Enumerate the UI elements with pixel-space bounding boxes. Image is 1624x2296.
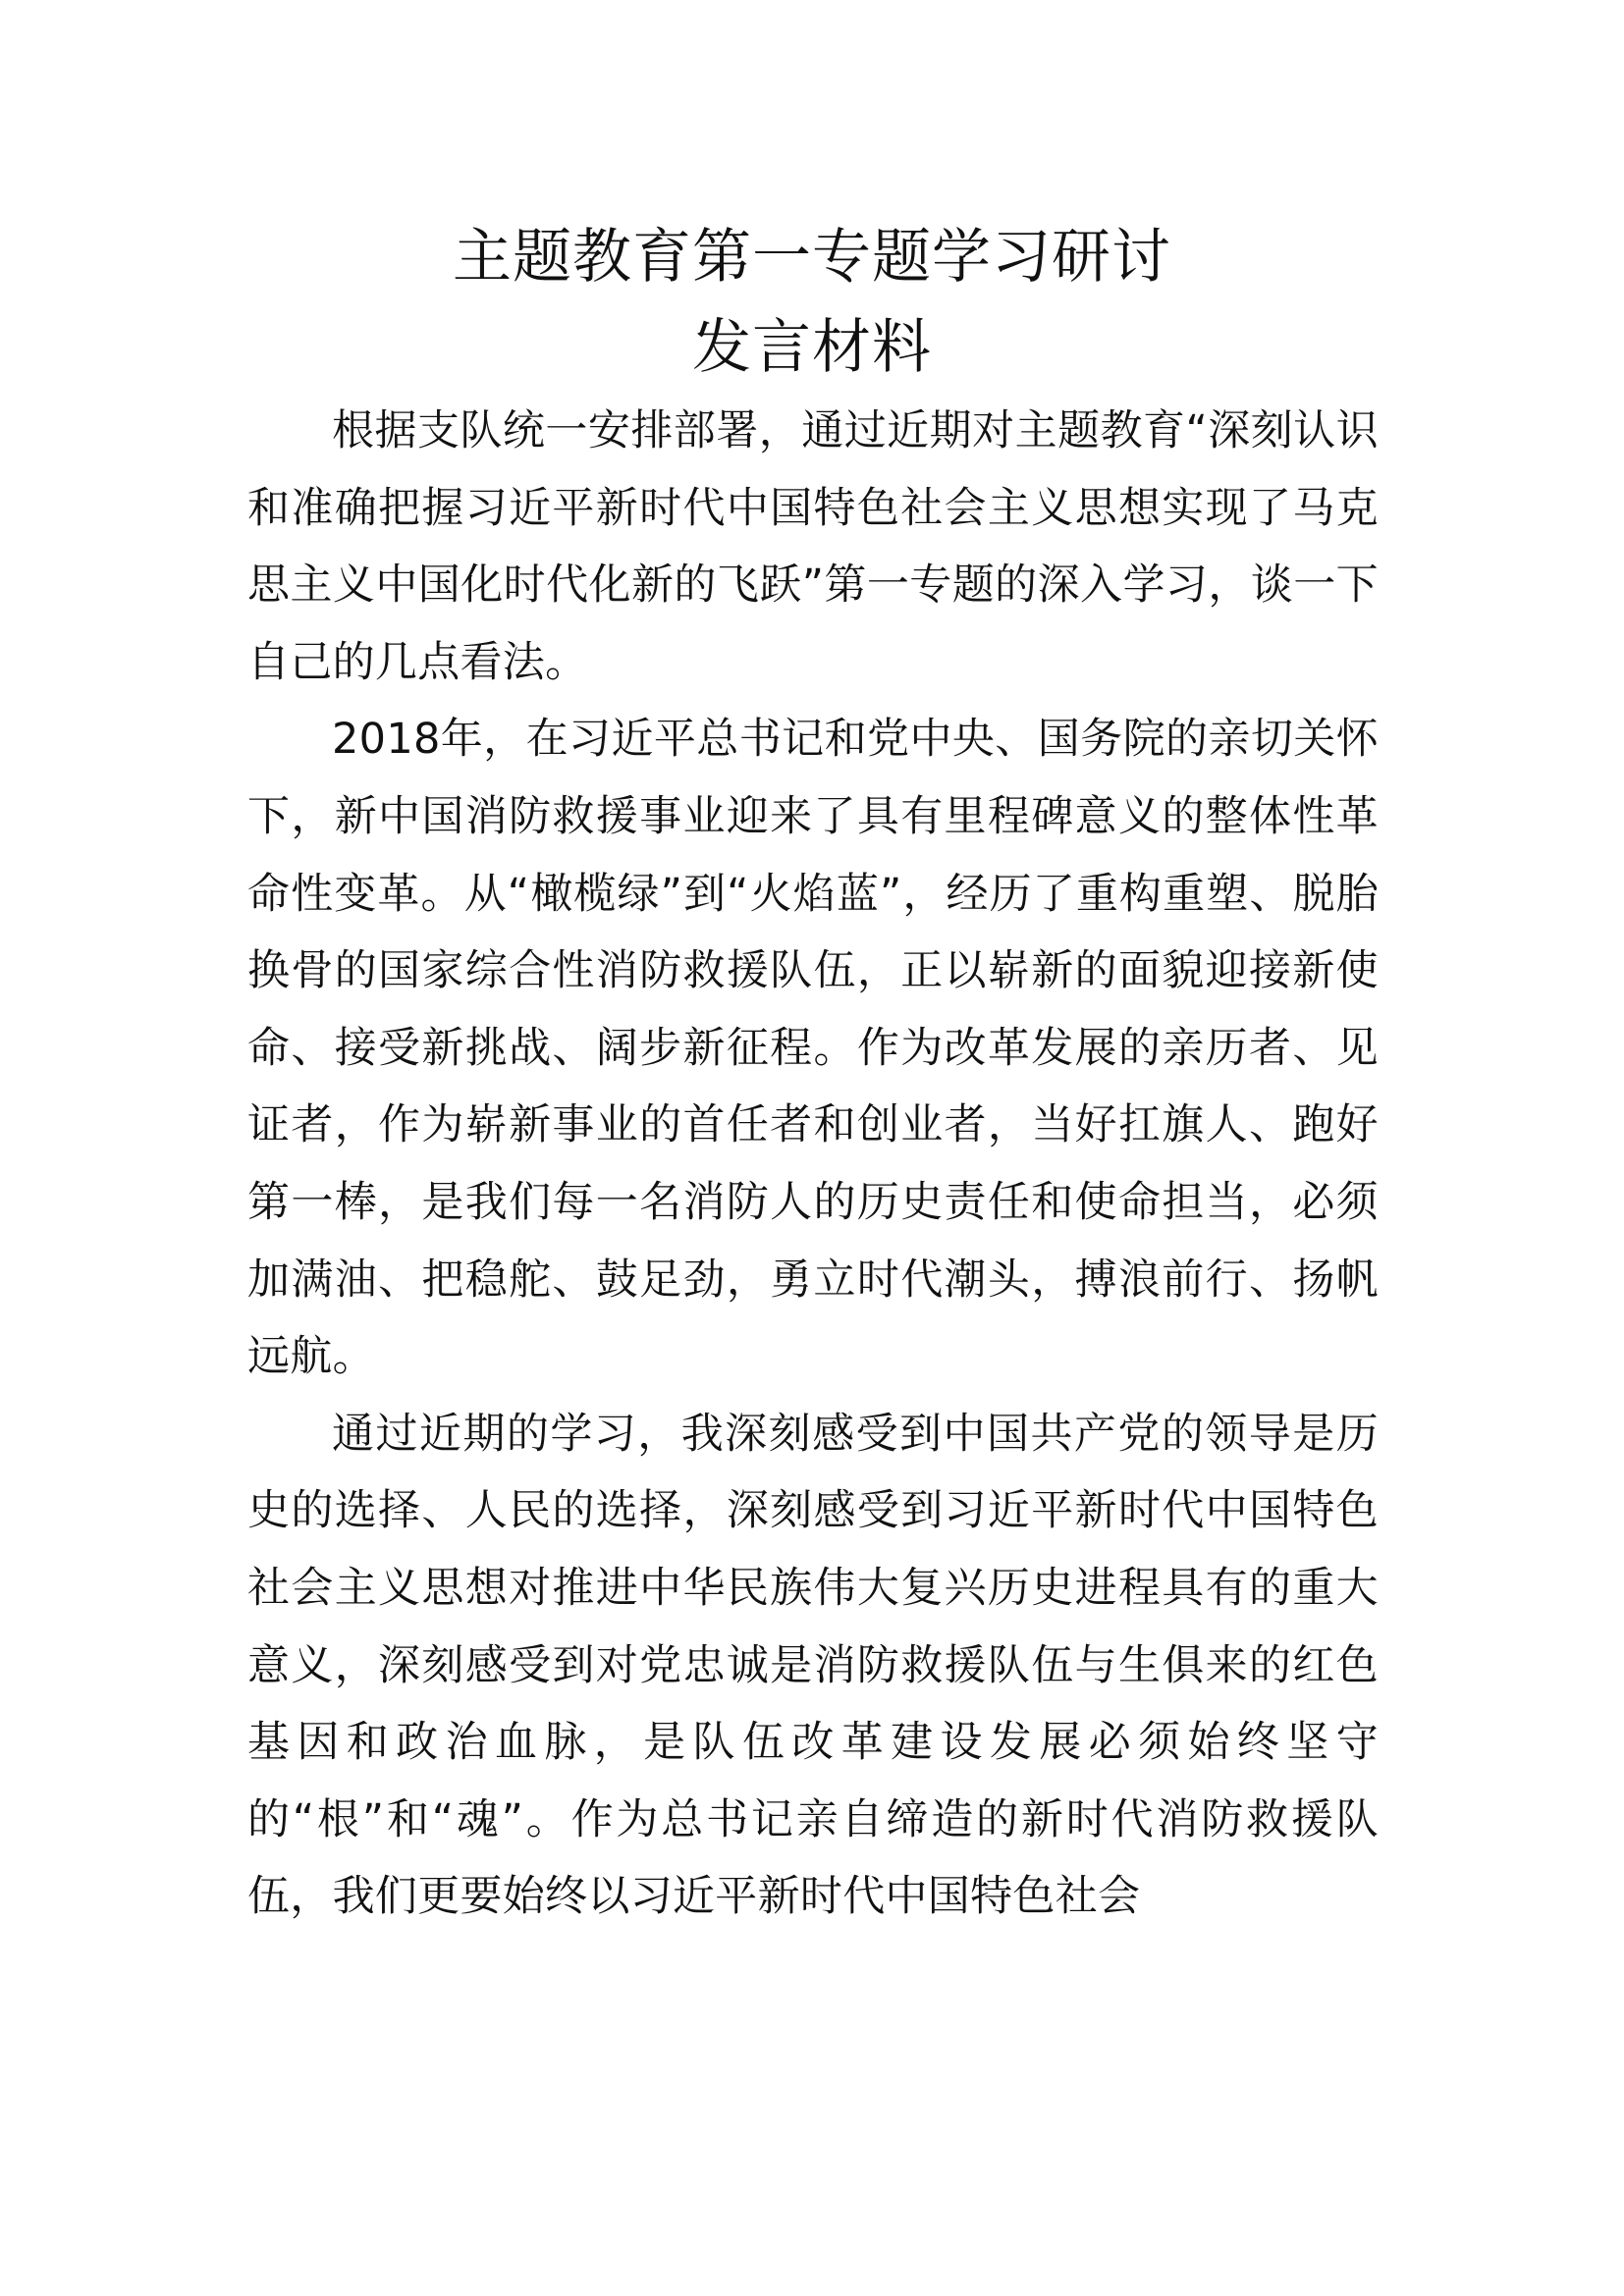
paragraph-2: 2018年，在习近平总书记和党中央、国务院的亲切关怀下，新中国消防救援事业迎来了具有里程碑意义的整体性革命性变革。从“橄榄绿”到“火焰蓝”，经历了重构重塑、脱胎换骨的国家综合性消防救援队伍，正以崭新的面貌迎接新使命、接受新挑战、阔步新征程。作为改革发展的亲历者、见证者，作为崭新事业的首任者和创业者，当好扛旗人、跑好第一棒，是我们每一名消防人的历史责任和使命担当，必须加满油、把稳舵、鼓足劲，勇立时代潮头，搏浪前行、扬帆远航。 (247, 715, 1379, 1382)
document-title-line-1: 主题教育第一专题学习研讨 (453, 223, 1171, 292)
paragraph-1: 根据支队统一安排部署，通过近期对主题教育“深刻认识和准确把握习近平新时代中国特色社会主义思想实现了马克思主义中国化时代化新的飞跃”第一专题的深入学习，谈一下自己的几点看法。 (247, 406, 1379, 687)
document-body (247, 393, 1379, 1936)
paragraph-3: 通过近期的学习，我深刻感受到中国共产党的领导是历史的选择、人民的选择，深刻感受到习近平新时代中国特色社会主义思想对推进中华民族伟大复兴历史进程具有的重大意义，深刻感受到对党忠诚是消防救援队伍与生俱来的红色基因和政治血脉，是队伍改革建设发展必须始终坚守的“根”和“魂”。作为总书记亲自缔造的新时代消防救援队伍，我们更要始终以习近平新时代中国特色社会 (247, 1409, 1379, 1922)
document-title-line-2: 发言材料 (692, 313, 932, 382)
